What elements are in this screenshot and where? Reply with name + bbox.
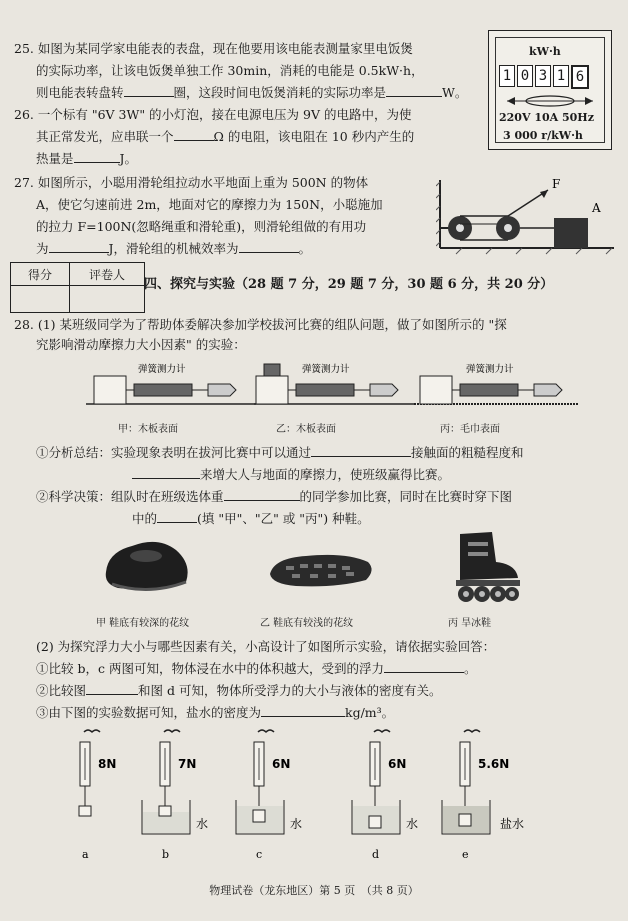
meter-digits (499, 65, 589, 89)
q28-c3-line: ③由下图的实验数据可知，盐水的密度为 kg/m³。 (36, 705, 395, 720)
roller-skate-icon (446, 528, 526, 604)
page-footer: 物理试卷（龙东地区）第 5 页 （共 8 页） (209, 884, 419, 897)
label-b: b (162, 848, 170, 861)
meter-dial-icon (505, 93, 595, 109)
q28-decision-line1: ②科学决策：组队时在班级选体重 的同学参加比赛，同时在比赛时穿下图 (36, 489, 513, 504)
meter-digit: 1 (499, 65, 515, 87)
reading-d: 6N (388, 757, 407, 771)
setup-e (442, 730, 524, 861)
shoe-jia-caption: 甲 鞋底有较深的花纹 (96, 618, 190, 629)
liquid-e: 盐水 (500, 817, 525, 831)
label-c: c (256, 848, 263, 861)
grader-header: 评卷人 (70, 263, 145, 286)
force-label: F (552, 177, 561, 191)
score-table (10, 262, 145, 313)
grader-cell (70, 286, 145, 313)
label-e: e (462, 848, 469, 861)
q28-line2: 究影响滑动摩擦力大小因素" 的实验： (36, 337, 246, 352)
q28-line1: 28. (1) 某班级同学为了帮助体委解决参加学校拔河比赛的组队问题，做了如图所示的 "探 (14, 317, 507, 332)
q26-line3: 热量是 J。 (36, 151, 138, 166)
q27-line2: A，使它匀速前进 2m，地面对它的摩擦力为 150N，小聪施加 (36, 197, 383, 212)
reading-e: 5.6N (478, 757, 510, 771)
meter-unit: kW·h (529, 45, 561, 58)
meter-digit: 6 (571, 65, 589, 89)
shoe-yi-caption: 乙 鞋底有较浅的花纹 (260, 618, 354, 629)
q28-part2-line: (2) 为探究浮力大小与哪些因素有关，小高设计了如图所示实验，请依据实验回答： (36, 639, 496, 654)
figure-bing-label: 丙：毛巾表面 (440, 424, 500, 435)
buoyancy-figures (60, 728, 580, 863)
reading-c: 6N (272, 757, 291, 771)
q26-line2: 其正常发光，应串联一个 Ω 的电阻，该电阻在 10 秒内产生的 (36, 129, 415, 144)
q25-line3: 则电能表转盘转 圈，这段时间电饭煲消耗的实际功率是 W。 (36, 85, 468, 100)
setup-c (236, 730, 302, 861)
meter-digit: 3 (535, 65, 551, 87)
shoe-deep-tread-icon (98, 528, 194, 600)
liquid-d: 水 (406, 817, 419, 831)
block-label: A (592, 201, 601, 215)
q28-c1-line: ①比较 b，c 两图可知，物体浸在水中的体积越大，受到的浮力 。 (36, 661, 477, 676)
setup-a (79, 730, 116, 861)
reading-a: 8N (98, 757, 117, 771)
meter-digit: 0 (517, 65, 533, 87)
q25-line1: 25. 如图为某同学家电能表的表盘，现在他要用该电能表测量家里电饭煲 (14, 41, 413, 56)
figure-jia-label: 甲：木板表面 (118, 424, 178, 435)
figure-yi-label: 乙：木板表面 (276, 424, 336, 435)
meter-digit: 1 (553, 65, 569, 87)
reading-b: 7N (178, 757, 197, 771)
label-a: a (82, 848, 89, 861)
shoe-bing-caption: 丙 旱冰鞋 (448, 618, 492, 629)
setup-b (142, 730, 208, 861)
setup-d (352, 730, 418, 861)
energy-meter-diagram (488, 30, 612, 150)
q28-decision-line2: 中的 (填 "甲"、"乙" 或 "丙") 种鞋。 (132, 511, 370, 526)
spring-label: 弹簧测力计 (302, 364, 350, 375)
q26-line1: 26. 一个标有 "6V 3W" 的小灯泡，接在电源电压为 9V 的电路中，为使 (14, 107, 412, 122)
label-d: d (372, 848, 380, 861)
q28-analysis-line2: 来增大人与地面的摩擦力，使班级赢得比赛。 (132, 466, 450, 483)
q28-c2-line: ②比较图 和图 d 可知，物体所受浮力的大小与液体的密度有关。 (36, 683, 442, 698)
section-4-title: 四、探究与实验（28 题 7 分，29 题 7 分，30 题 6 分，共 20 分） (144, 277, 554, 292)
meter-spec: 220V 10A 50Hz (499, 111, 594, 124)
score-header: 得分 (11, 263, 70, 286)
q28-analysis-line1: ①分析总结：实验现象表明在拔河比赛中可以通过 接触面的粗糙程度和 (36, 445, 524, 460)
score-cell (11, 286, 70, 313)
spring-label: 弹簧测力计 (466, 364, 514, 375)
shoe-shallow-tread-icon (266, 548, 376, 590)
spring-label: 弹簧测力计 (138, 364, 186, 375)
pulley-diagram (436, 176, 616, 256)
q27-line4: 为 J，滑轮组的机械效率为 。 (36, 241, 312, 256)
liquid-c: 水 (290, 817, 303, 831)
liquid-b: 水 (196, 817, 209, 831)
friction-figures (80, 356, 580, 416)
meter-rate: 3 000 r/kW·h (503, 129, 583, 142)
q27-line1: 27. 如图所示，小聪用滑轮组拉动水平地面上重为 500N 的物体 (14, 175, 369, 190)
q27-line3: 的拉力 F=100N(忽略绳重和滑轮重)，则滑轮组做的有用功 (36, 219, 367, 234)
q25-line2: 的实际功率，让该电饭煲单独工作 30min，消耗的电能是 0.5kW·h， (36, 63, 424, 78)
